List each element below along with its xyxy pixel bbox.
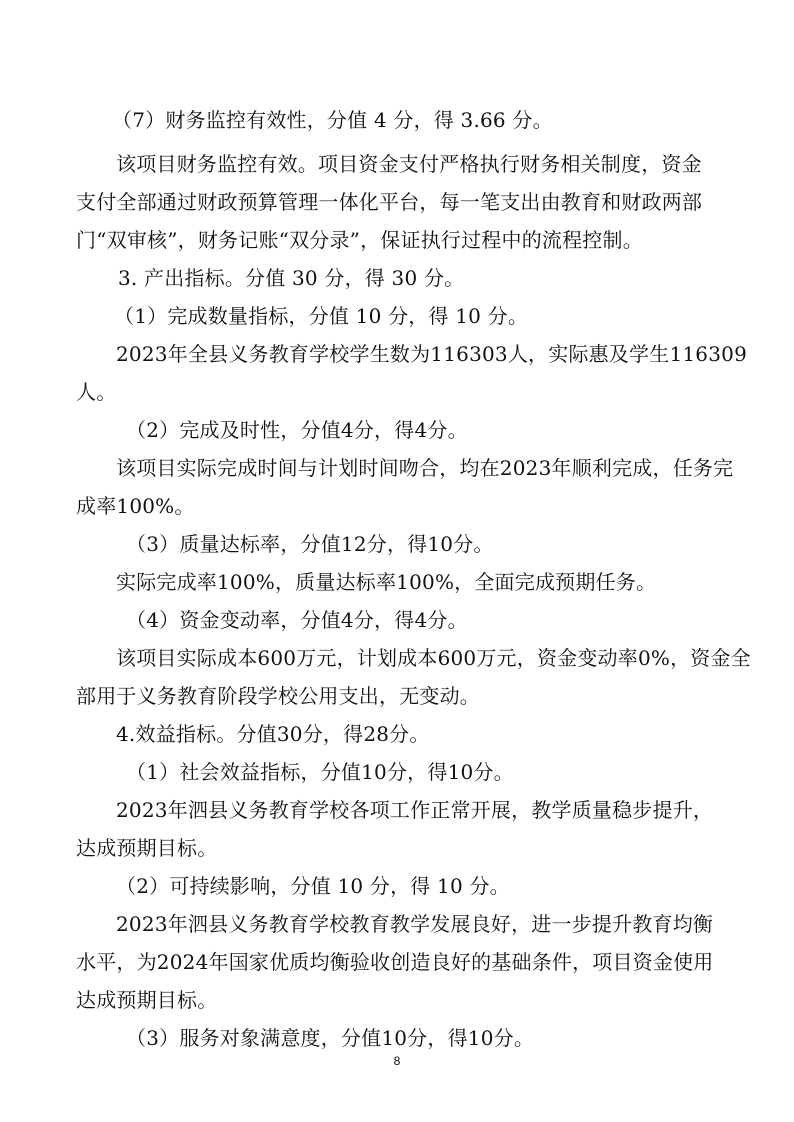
paragraph-line: 部用于义务教育阶段学校公用支出，无变动。 [76,684,480,708]
subsection-heading-fund-change: （4）资金变动率，分值4分，得4分。 [126,608,468,632]
paragraph-line: 支付全部通过财政预算管理一体化平台，每一笔支出由教育和财政两部 [76,190,703,214]
section-heading-output-indicators: 3. 产出指标。分值 30 分，得 30 分。 [118,266,465,290]
subsection-heading-satisfaction: （3）服务对象满意度，分值10分，得10分。 [126,1026,535,1050]
subsection-heading-timeliness: （2）完成及时性，分值4分，得4分。 [126,418,468,442]
paragraph-line: 该项目财务监控有效。项目资金支付严格执行财务相关制度，资金 [116,152,702,176]
paragraph-line: 门“双审核”，财务记账“双分录”，保证执行过程中的流程控制。 [76,228,643,252]
subsection-heading-quantity: （1）完成数量指标，分值 10 分，得 10 分。 [114,304,529,328]
paragraph-line: 该项目实际完成时间与计划时间吻合，均在2023年顺利完成，任务完 [116,456,734,480]
paragraph-line: 实际完成率100%，质量达标率100%，全面完成预期任务。 [116,570,657,594]
paragraph-line: 2023年泗县义务教育学校各项工作正常开展，教学质量稳步提升， [116,798,714,822]
paragraph-line: 2023年泗县义务教育学校教育教学发展良好，进一步提升教育均衡 [116,912,714,936]
paragraph-line: 达成预期目标。 [76,836,218,860]
paragraph-line: 该项目实际成本600万元，计划成本600万元，资金变动率0%，资金全 [116,646,751,670]
section-heading-financial-monitoring: （7）财务监控有效性，分值 4 分，得 3.66 分。 [112,108,553,132]
paragraph-line: 2023年全县义务教育学校学生数为116303人，实际惠及学生116309 [116,342,747,366]
paragraph-line: 人。 [76,380,117,404]
page-number: 8 [393,1054,401,1068]
section-heading-benefit-indicators: 4.效益指标。分值30分，得28分。 [116,722,430,746]
paragraph-line: 达成预期目标。 [76,988,218,1012]
subsection-heading-quality: （3）质量达标率，分值12分，得10分。 [126,532,494,556]
paragraph-line: 水平，为2024年国家优质均衡验收创造良好的基础条件，项目资金使用 [76,950,714,974]
subsection-heading-social-benefit: （1）社会效益指标，分值10分，得10分。 [126,760,514,784]
subsection-heading-sustainability: （2）可持续影响，分值 10 分，得 10 分。 [116,874,510,898]
paragraph-line: 成率100%。 [76,494,195,518]
